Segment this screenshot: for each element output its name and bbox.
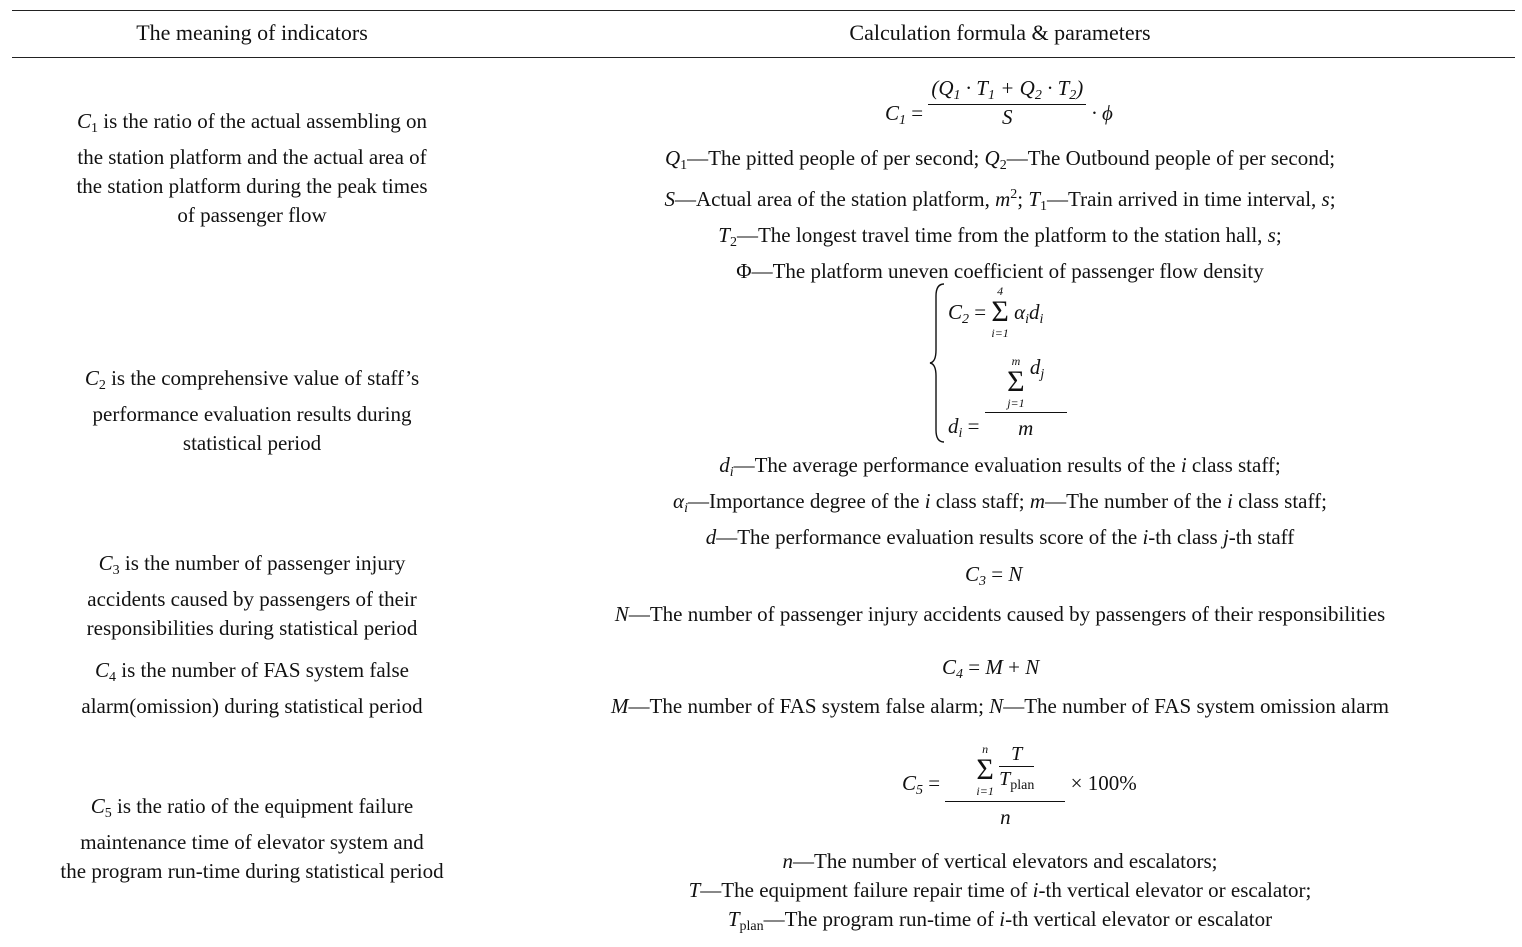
row-5-params bbox=[520, 847, 1480, 941]
param-line: $T_2—The$ longest travel time from the platform to the station hall, s; bbox=[718, 223, 1282, 250]
row-2-meaning-line: $C_2$ is the comprehensive value of staff’s bbox=[84, 366, 420, 393]
row-4-meaning-line: $C_4$ is the number of FAS system false bbox=[94, 658, 409, 685]
row-3-meaning-line: $C_3$ is the number of passenger injury bbox=[98, 551, 406, 578]
param-line: n—The number of vertical elevators and escalators; bbox=[782, 849, 1218, 873]
row-3-params bbox=[520, 600, 1480, 629]
row-1-meaning bbox=[12, 107, 492, 230]
row-4-params bbox=[520, 692, 1480, 721]
row-3-meaning-line: accidents caused by passengers of their bbox=[87, 587, 417, 611]
row-3-formula: $C_3 = N$ bbox=[965, 562, 1023, 589]
param-line: $\alpha_i—Importance$ degree of the i class staff; m—The number of the i class staff; bbox=[673, 489, 1327, 516]
row-1-formula: $C_1$ = $\frac{(Q_1 \cdot T_1 + Q_2 \cdot T_2)}{S}$ · ϕ bbox=[885, 76, 1113, 129]
table-top-rule bbox=[12, 10, 1515, 11]
param-line: M—The number of FAS system false alarm; N—The number of FAS system omission alarm bbox=[611, 694, 1389, 718]
param-line: Φ—The platform uneven coefficient of passenger flow density bbox=[736, 259, 1264, 283]
row-1-meaning-line: the station platform during the peak times bbox=[76, 174, 428, 198]
param-line: $T_{plan}—The$ program run-time of i-th vertical elevator or escalator bbox=[727, 907, 1273, 934]
param-line: T—The equipment failure repair time of i-th vertical elevator or escalator; bbox=[688, 878, 1312, 902]
row-4-meaning-line: alarm(omission) during statistical period bbox=[81, 694, 423, 718]
row-2-formula-brace bbox=[928, 282, 948, 444]
row-5-meaning bbox=[12, 792, 492, 886]
row-1-meaning-line: $C_1$ is the ratio of the actual assembling on bbox=[77, 109, 427, 136]
row-2-params bbox=[520, 451, 1480, 552]
table-header-rule bbox=[12, 57, 1515, 58]
column-header-formula: Calculation formula & parameters bbox=[849, 20, 1151, 45]
row-4-meaning bbox=[12, 656, 492, 721]
row-5-formula: $C_5$ = n Σ i=1 $\frac{T}{T_{plan}}$ n × 100% bbox=[902, 742, 1137, 829]
row-2-formula-c2: $C_2$ = 4 Σ i=1 $\alpha_id_i$ bbox=[948, 284, 1044, 340]
param-line: d—The performance evaluation results score of the i-th class j-th staff bbox=[705, 525, 1295, 549]
row-4-formula: $C_4 = M + N$ bbox=[942, 655, 1040, 682]
row-2-meaning-line: statistical period bbox=[182, 431, 322, 455]
param-line: $d_i—The$ average performance evaluation results of the i class staff; bbox=[719, 453, 1281, 480]
row-5-meaning-line: $C_5$ is the ratio of the equipment failure bbox=[90, 794, 414, 821]
row-5-meaning-line: the program run-time during statistical period bbox=[60, 859, 444, 883]
param-line: N—The number of passenger injury accidents caused by passengers of their responsibilities bbox=[614, 602, 1386, 626]
row-2-formula-di: $d_i$ = m Σ j=1 $d_j$ m bbox=[948, 354, 1067, 443]
param-line: $Q_1—The$ pitted people of per second; $Q_2—The$ Outbound people of per second; bbox=[664, 146, 1336, 173]
row-2-meaning bbox=[12, 364, 492, 458]
row-1-meaning-line: the station platform and the actual area of bbox=[77, 145, 427, 169]
column-header-meaning: The meaning of indicators bbox=[136, 20, 368, 45]
row-3-meaning-line: responsibilities during statistical period bbox=[86, 616, 418, 640]
row-5-meaning-line: maintenance time of elevator system and bbox=[80, 830, 424, 854]
row-3-meaning bbox=[12, 549, 492, 643]
row-1-params bbox=[520, 144, 1480, 286]
row-2-meaning-line: performance evaluation results during bbox=[92, 402, 412, 426]
row-1-meaning-line: of passenger flow bbox=[177, 203, 327, 227]
param-line: S—Actual area of the station platform, $m^2$; $T_1—Train$ arrived in time interval, s; bbox=[664, 187, 1336, 214]
